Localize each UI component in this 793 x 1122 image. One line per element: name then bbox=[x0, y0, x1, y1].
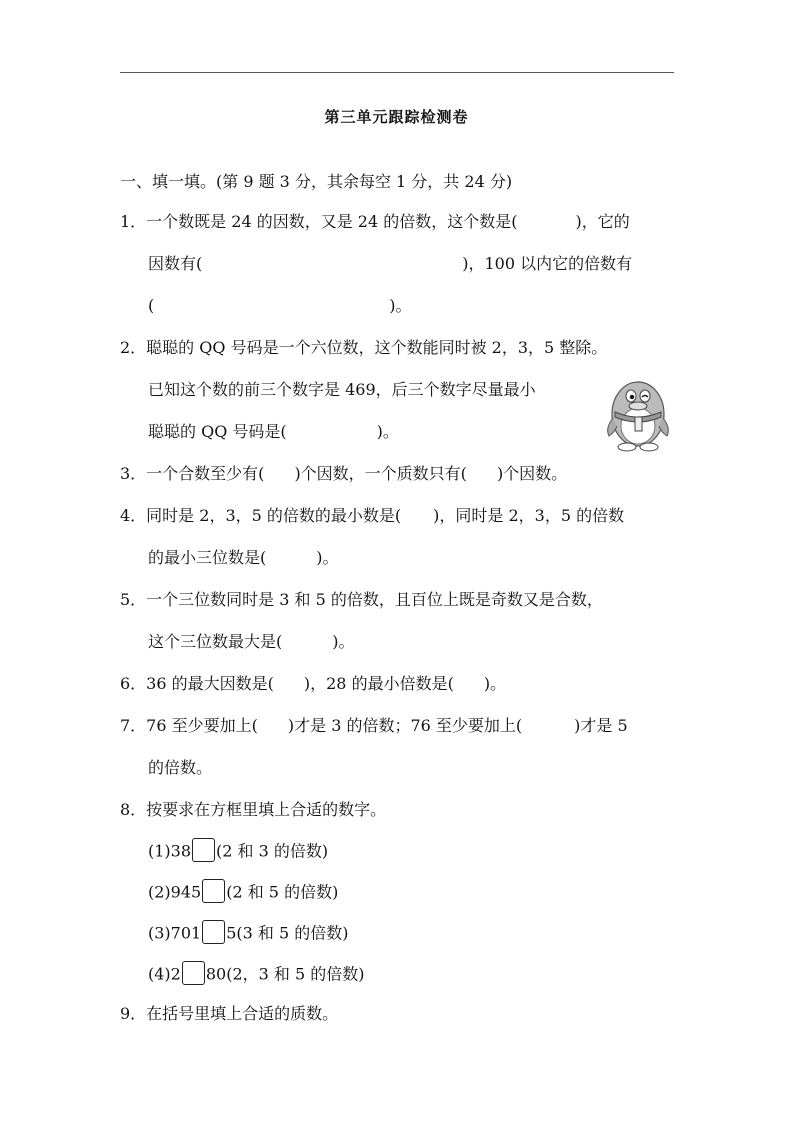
q8-item-1-post: (2 和 3 的倍数) bbox=[216, 841, 329, 861]
q8-item-4-post: 80(2，3 和 5 的倍数) bbox=[205, 964, 365, 984]
q2-text-a: 聪聪的 QQ 号码是( bbox=[148, 422, 287, 441]
q3-text-b: )个因数，一个质数只有( bbox=[294, 464, 467, 483]
q8-item-4-pre: (4)2 bbox=[148, 964, 181, 984]
question-5-line-1: 5．一个三位数同时是 3 和 5 的倍数，且百位上既是奇数又是合数， bbox=[120, 590, 603, 609]
q7-text-b: )才是 3 的倍数；76 至少要加上( bbox=[287, 716, 523, 735]
q8-item-1-pre: (1)38 bbox=[148, 841, 192, 861]
q8-item-1 bbox=[148, 840, 328, 864]
q8-item-2-post: (2 和 5 的倍数) bbox=[226, 882, 339, 902]
q1-text-c: 因数有( bbox=[148, 254, 203, 273]
q1-text-a: 1．一个数既是 24 的因数，又是 24 的倍数，这个数是( bbox=[120, 212, 518, 231]
question-2-line-1: 2．聪聪的 QQ 号码是一个六位数，这个数能同时被 2，3，5 整除。 bbox=[120, 338, 608, 357]
question-4-line-1 bbox=[120, 506, 624, 526]
q8-item-2 bbox=[148, 881, 338, 905]
question-4-line-2 bbox=[148, 548, 339, 568]
question-7-line-2: 的倍数。 bbox=[148, 758, 213, 777]
question-6 bbox=[120, 674, 506, 694]
q1-text-e: ( bbox=[148, 296, 155, 315]
q7-text-a: 7．76 至少要加上( bbox=[120, 716, 258, 735]
q1-text-b: )，它的 bbox=[575, 212, 630, 231]
q2-text-b: )。 bbox=[376, 422, 399, 441]
question-2-line-2: 已知这个数的前三个数字是 469，后三个数字尽量最小 bbox=[148, 380, 536, 399]
q6-text-b: )，28 的最小倍数是( bbox=[303, 674, 454, 693]
q8-item-3-post: 5(3 和 5 的倍数) bbox=[226, 923, 349, 943]
q8-item-2-pre: (2)945 bbox=[148, 882, 202, 902]
q6-text-a: 6．36 的最大因数是( bbox=[120, 674, 274, 693]
question-2-line-3 bbox=[148, 422, 399, 442]
q7-text-c: )才是 5 bbox=[574, 716, 628, 735]
question-8-prompt: 8．按要求在方框里填上合适的数字。 bbox=[120, 800, 387, 819]
question-3 bbox=[120, 464, 567, 484]
q1-text-f: )。 bbox=[389, 296, 412, 315]
q5-text-b: )。 bbox=[332, 632, 355, 651]
q3-text-c: )个因数。 bbox=[496, 464, 568, 483]
header-rule bbox=[120, 72, 674, 73]
q8-item-2-box[interactable] bbox=[202, 879, 225, 903]
q8-item-3 bbox=[148, 922, 349, 946]
section-header: 一、填一填。(第 9 题 3 分，其余每空 1 分，共 24 分) bbox=[120, 172, 513, 191]
question-9-prompt: 9．在括号里填上合适的质数。 bbox=[120, 1004, 339, 1023]
qq-penguin-icon bbox=[595, 368, 681, 454]
q8-item-3-box[interactable] bbox=[202, 920, 225, 944]
q8-item-4 bbox=[148, 963, 365, 987]
question-7-line-1 bbox=[120, 716, 628, 736]
q1-text-d: )，100 以内它的倍数有 bbox=[462, 254, 633, 273]
page-title: 第三单元跟踪检测卷 bbox=[324, 108, 469, 126]
question-1-line-1 bbox=[120, 212, 630, 232]
question-5-line-2 bbox=[148, 632, 355, 652]
q3-text-a: 3．一个合数至少有( bbox=[120, 464, 265, 483]
q8-item-3-pre: (3)701 bbox=[148, 923, 202, 943]
question-1-line-3 bbox=[148, 296, 412, 316]
q4-text-a: 4．同时是 2，3，5 的倍数的最小数是( bbox=[120, 506, 402, 525]
q4-text-c: 的最小三位数是( bbox=[148, 548, 267, 567]
q6-text-c: )。 bbox=[483, 674, 507, 693]
question-1-line-2 bbox=[148, 254, 632, 274]
q5-text-a: 这个三位数最大是( bbox=[148, 632, 283, 651]
q4-text-b: )，同时是 2，3，5 的倍数 bbox=[433, 506, 625, 525]
q4-text-d: )。 bbox=[316, 548, 339, 567]
q8-item-1-box[interactable] bbox=[192, 838, 215, 862]
q8-item-4-box[interactable] bbox=[182, 961, 205, 985]
